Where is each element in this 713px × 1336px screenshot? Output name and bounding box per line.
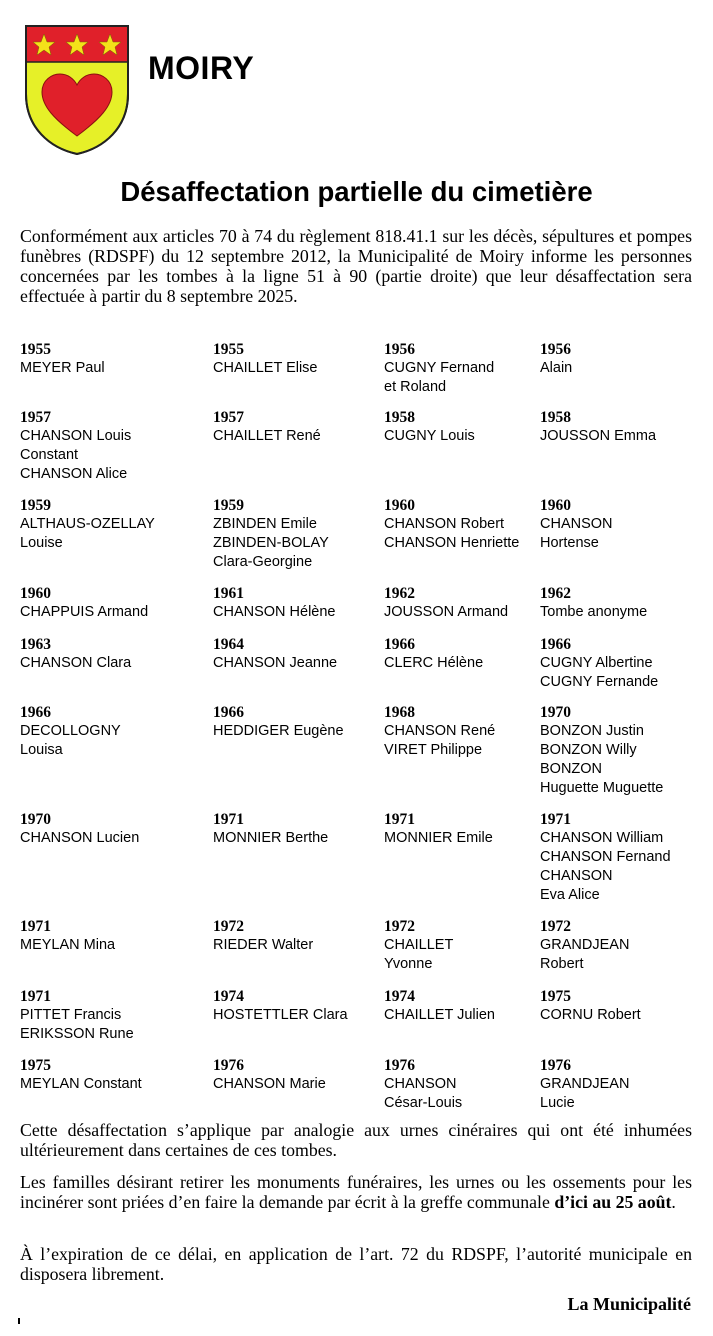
grave-name: Lucie — [540, 1095, 575, 1111]
grave-entry — [384, 584, 508, 622]
grave-entry — [20, 635, 131, 673]
grave-entry — [20, 987, 134, 1044]
grave-name: HOSTETTLER Clara — [213, 1007, 348, 1023]
grave-year: 1971 — [20, 918, 51, 935]
grave-year: 1972 — [540, 918, 571, 935]
grave-entry — [384, 635, 483, 673]
grave-year: 1971 — [384, 811, 415, 828]
grave-name: ZBINDEN Emile — [213, 516, 317, 532]
grave-name: VIRET Philippe — [384, 742, 483, 758]
grave-year: 1957 — [213, 409, 244, 426]
grave-entry — [384, 917, 453, 974]
grave-year: 1970 — [540, 704, 571, 721]
grave-year: 1972 — [213, 918, 244, 935]
expiration-paragraph: À l’expiration de ce délai, en application de l’art. 72 du RDSPF, l’autorité municipale en disposera librement. — [20, 1244, 692, 1284]
grave-entry — [540, 496, 613, 553]
grave-year: 1960 — [384, 497, 415, 514]
notice-title: Désaffectation partielle du cimetière — [120, 176, 593, 207]
grave-name: Robert — [540, 956, 584, 972]
grave-entry — [20, 496, 155, 553]
grave-year: 1970 — [20, 811, 51, 828]
grave-name: CHAPPUIS Armand — [20, 604, 149, 620]
grave-year: 1959 — [20, 497, 51, 514]
grave-name: HEDDIGER Eugène — [213, 723, 344, 739]
grave-entry — [213, 408, 321, 446]
grave-year: 1955 — [213, 341, 244, 358]
grave-entry — [384, 703, 495, 760]
grave-entry — [20, 584, 148, 622]
grave-name: CHANSON René — [384, 723, 496, 739]
grave-name: GRANDJEAN — [540, 937, 630, 953]
families-end: . — [671, 1192, 676, 1212]
grave-name: CHANSON Marie — [213, 1076, 326, 1092]
grave-entry — [384, 1056, 462, 1113]
grave-name: CUGNY Louis — [384, 428, 475, 444]
grave-entry — [20, 810, 139, 848]
grave-name: et Roland — [384, 379, 447, 395]
grave-name: CHANSON Alice — [20, 466, 128, 482]
grave-year: 1972 — [384, 918, 415, 935]
grave-entry — [540, 810, 671, 905]
grave-year: 1976 — [384, 1057, 415, 1074]
grave-year: 1971 — [540, 811, 571, 828]
grave-year: 1974 — [384, 988, 415, 1005]
grave-name: Alain — [540, 360, 573, 376]
grave-entry — [540, 987, 641, 1025]
grave-name: JOUSSON Armand — [384, 604, 509, 620]
grave-name: CHAILLET Julien — [384, 1007, 495, 1023]
grave-name: Yvonne — [384, 956, 433, 972]
families-text: Les familles désirant retirer les monuments funéraires, les urnes ou les ossements pour les incinérer sont priées d’en faire la demande par écrit à la greffe communale — [20, 1172, 692, 1212]
grave-entry — [540, 584, 647, 622]
grave-name: MEYLAN Constant — [20, 1076, 142, 1092]
grave-entry — [540, 917, 629, 974]
grave-year: 1975 — [540, 988, 571, 1005]
grave-year: 1966 — [213, 704, 244, 721]
urns-paragraph: Cette désaffectation s’applique par analogie aux urnes cinéraires qui ont été inhumées ultérieurement dans certaines de ces tombes. — [20, 1120, 692, 1160]
page-mark — [18, 1318, 20, 1324]
town-name: MOIRY — [148, 50, 255, 86]
grave-name: ALTHAUS-OZELLAY — [20, 516, 155, 532]
grave-year: 1955 — [20, 341, 51, 358]
grave-name: BONZON — [540, 761, 603, 777]
grave-name: Tombe anonyme — [540, 604, 648, 620]
grave-name: JOUSSON Emma — [540, 428, 657, 444]
grave-year: 1968 — [384, 704, 415, 721]
grave-entry — [213, 987, 348, 1025]
grave-name: César-Louis — [384, 1095, 463, 1111]
grave-name: CUGNY Albertine — [540, 655, 653, 671]
grave-entry — [20, 917, 115, 955]
grave-name: MONNIER Emile — [384, 830, 493, 846]
grave-name: CHAILLET Elise — [213, 360, 318, 376]
grave-year: 1962 — [540, 585, 571, 602]
grave-name: CLERC Hélène — [384, 655, 484, 671]
grave-year: 1963 — [20, 636, 51, 653]
grave-year: 1956 — [384, 341, 415, 358]
grave-name: Constant — [20, 447, 79, 463]
grave-entry — [213, 917, 313, 955]
grave-name: CHAILLET René — [213, 428, 321, 444]
grave-name: RIEDER Walter — [213, 937, 314, 953]
grave-name: CHANSON Louis — [20, 428, 132, 444]
grave-entry — [213, 496, 329, 572]
grave-name: CHANSON Hélène — [213, 604, 336, 620]
grave-year: 1959 — [213, 497, 244, 514]
grave-year: 1976 — [540, 1057, 571, 1074]
grave-name: ERIKSSON Rune — [20, 1026, 134, 1042]
grave-name: BONZON Willy — [540, 742, 637, 758]
grave-year: 1976 — [213, 1057, 244, 1074]
grave-entry — [540, 635, 658, 692]
grave-year: 1956 — [540, 341, 571, 358]
grave-name: Huguette Muguette — [540, 780, 664, 796]
header — [24, 24, 704, 164]
grave-name: CHANSON William — [540, 830, 664, 846]
grave-name: Clara-Georgine — [213, 554, 313, 570]
grave-name: CUGNY Fernande — [540, 674, 659, 690]
grave-year: 1962 — [384, 585, 415, 602]
grave-name: CHAILLET — [384, 937, 454, 953]
grave-year: 1971 — [213, 811, 244, 828]
grave-entry — [213, 810, 328, 848]
grave-entry — [213, 1056, 326, 1094]
grave-name: CHANSON — [540, 868, 613, 884]
grave-year: 1966 — [20, 704, 51, 721]
grave-name: DECOLLOGNY — [20, 723, 121, 739]
grave-name: CHANSON Clara — [20, 655, 132, 671]
grave-name: CHANSON Henriette — [384, 535, 520, 551]
grave-name: CUGNY Fernand — [384, 360, 495, 376]
grave-entry — [213, 703, 344, 741]
grave-entry — [213, 340, 318, 378]
grave-year: 1975 — [20, 1057, 51, 1074]
grave-year: 1961 — [213, 585, 244, 602]
grave-year: 1971 — [20, 988, 51, 1005]
grave-name: CORNU Robert — [540, 1007, 641, 1023]
grave-name: MEYER Paul — [20, 360, 105, 376]
grave-name: ZBINDEN-BOLAY — [213, 535, 329, 551]
grave-entry — [540, 1056, 629, 1113]
grave-name: Louisa — [20, 742, 63, 758]
grave-entry — [20, 340, 105, 378]
grave-year: 1960 — [20, 585, 51, 602]
grave-year: 1964 — [213, 636, 244, 653]
grave-entry — [384, 810, 493, 848]
intro-paragraph: Conformément aux articles 70 à 74 du règlement 818.41.1 sur les décès, sépultures et pompes funèbres (RDSPF) du 12 septembre 2012, la Municipalité de Moiry informe les personnes concernées par les tombes à la ligne 51 à 90 (partie droite) que leur désaffectation sera effectuée à partir du 8 septembre 2025. — [20, 226, 692, 306]
grave-name: MEYLAN Mina — [20, 937, 116, 953]
grave-name: CHANSON Fernand — [540, 849, 671, 865]
grave-year: 1960 — [540, 497, 571, 514]
grave-name: CHANSON — [384, 1076, 457, 1092]
signature: La Municipalité — [567, 1294, 691, 1314]
grave-name: BONZON Justin — [540, 723, 644, 739]
grave-name: GRANDJEAN — [540, 1076, 630, 1092]
grave-name: Eva Alice — [540, 887, 600, 903]
grave-year: 1957 — [20, 409, 51, 426]
grave-year: 1958 — [384, 409, 415, 426]
grave-entry — [20, 1056, 142, 1094]
grave-entry — [20, 408, 131, 484]
grave-entry — [384, 408, 475, 446]
grave-year: 1966 — [384, 636, 415, 653]
deadline-text: d’ici au 25 août — [554, 1192, 672, 1212]
grave-name: CHANSON Jeanne — [213, 655, 338, 671]
grave-year: 1966 — [540, 636, 571, 653]
grave-name: Hortense — [540, 535, 599, 551]
grave-name: PITTET Francis — [20, 1007, 122, 1023]
grave-year: 1958 — [540, 409, 571, 426]
grave-name: Louise — [20, 535, 63, 551]
grave-entry — [540, 408, 656, 446]
grave-name: CHANSON Robert — [384, 516, 505, 532]
coat-of-arms-icon — [24, 24, 130, 156]
grave-entry — [384, 987, 495, 1025]
grave-entry — [213, 584, 336, 622]
grave-year: 1974 — [213, 988, 244, 1005]
grave-entry — [540, 340, 572, 378]
grave-entry — [540, 703, 663, 798]
families-paragraph — [20, 1172, 692, 1212]
grave-name: CHANSON — [540, 516, 613, 532]
grave-entry — [384, 340, 494, 397]
grave-entry — [213, 635, 337, 673]
grave-entry — [20, 703, 121, 760]
grave-name: MONNIER Berthe — [213, 830, 329, 846]
grave-name: CHANSON Lucien — [20, 830, 140, 846]
grave-entry — [384, 496, 519, 553]
